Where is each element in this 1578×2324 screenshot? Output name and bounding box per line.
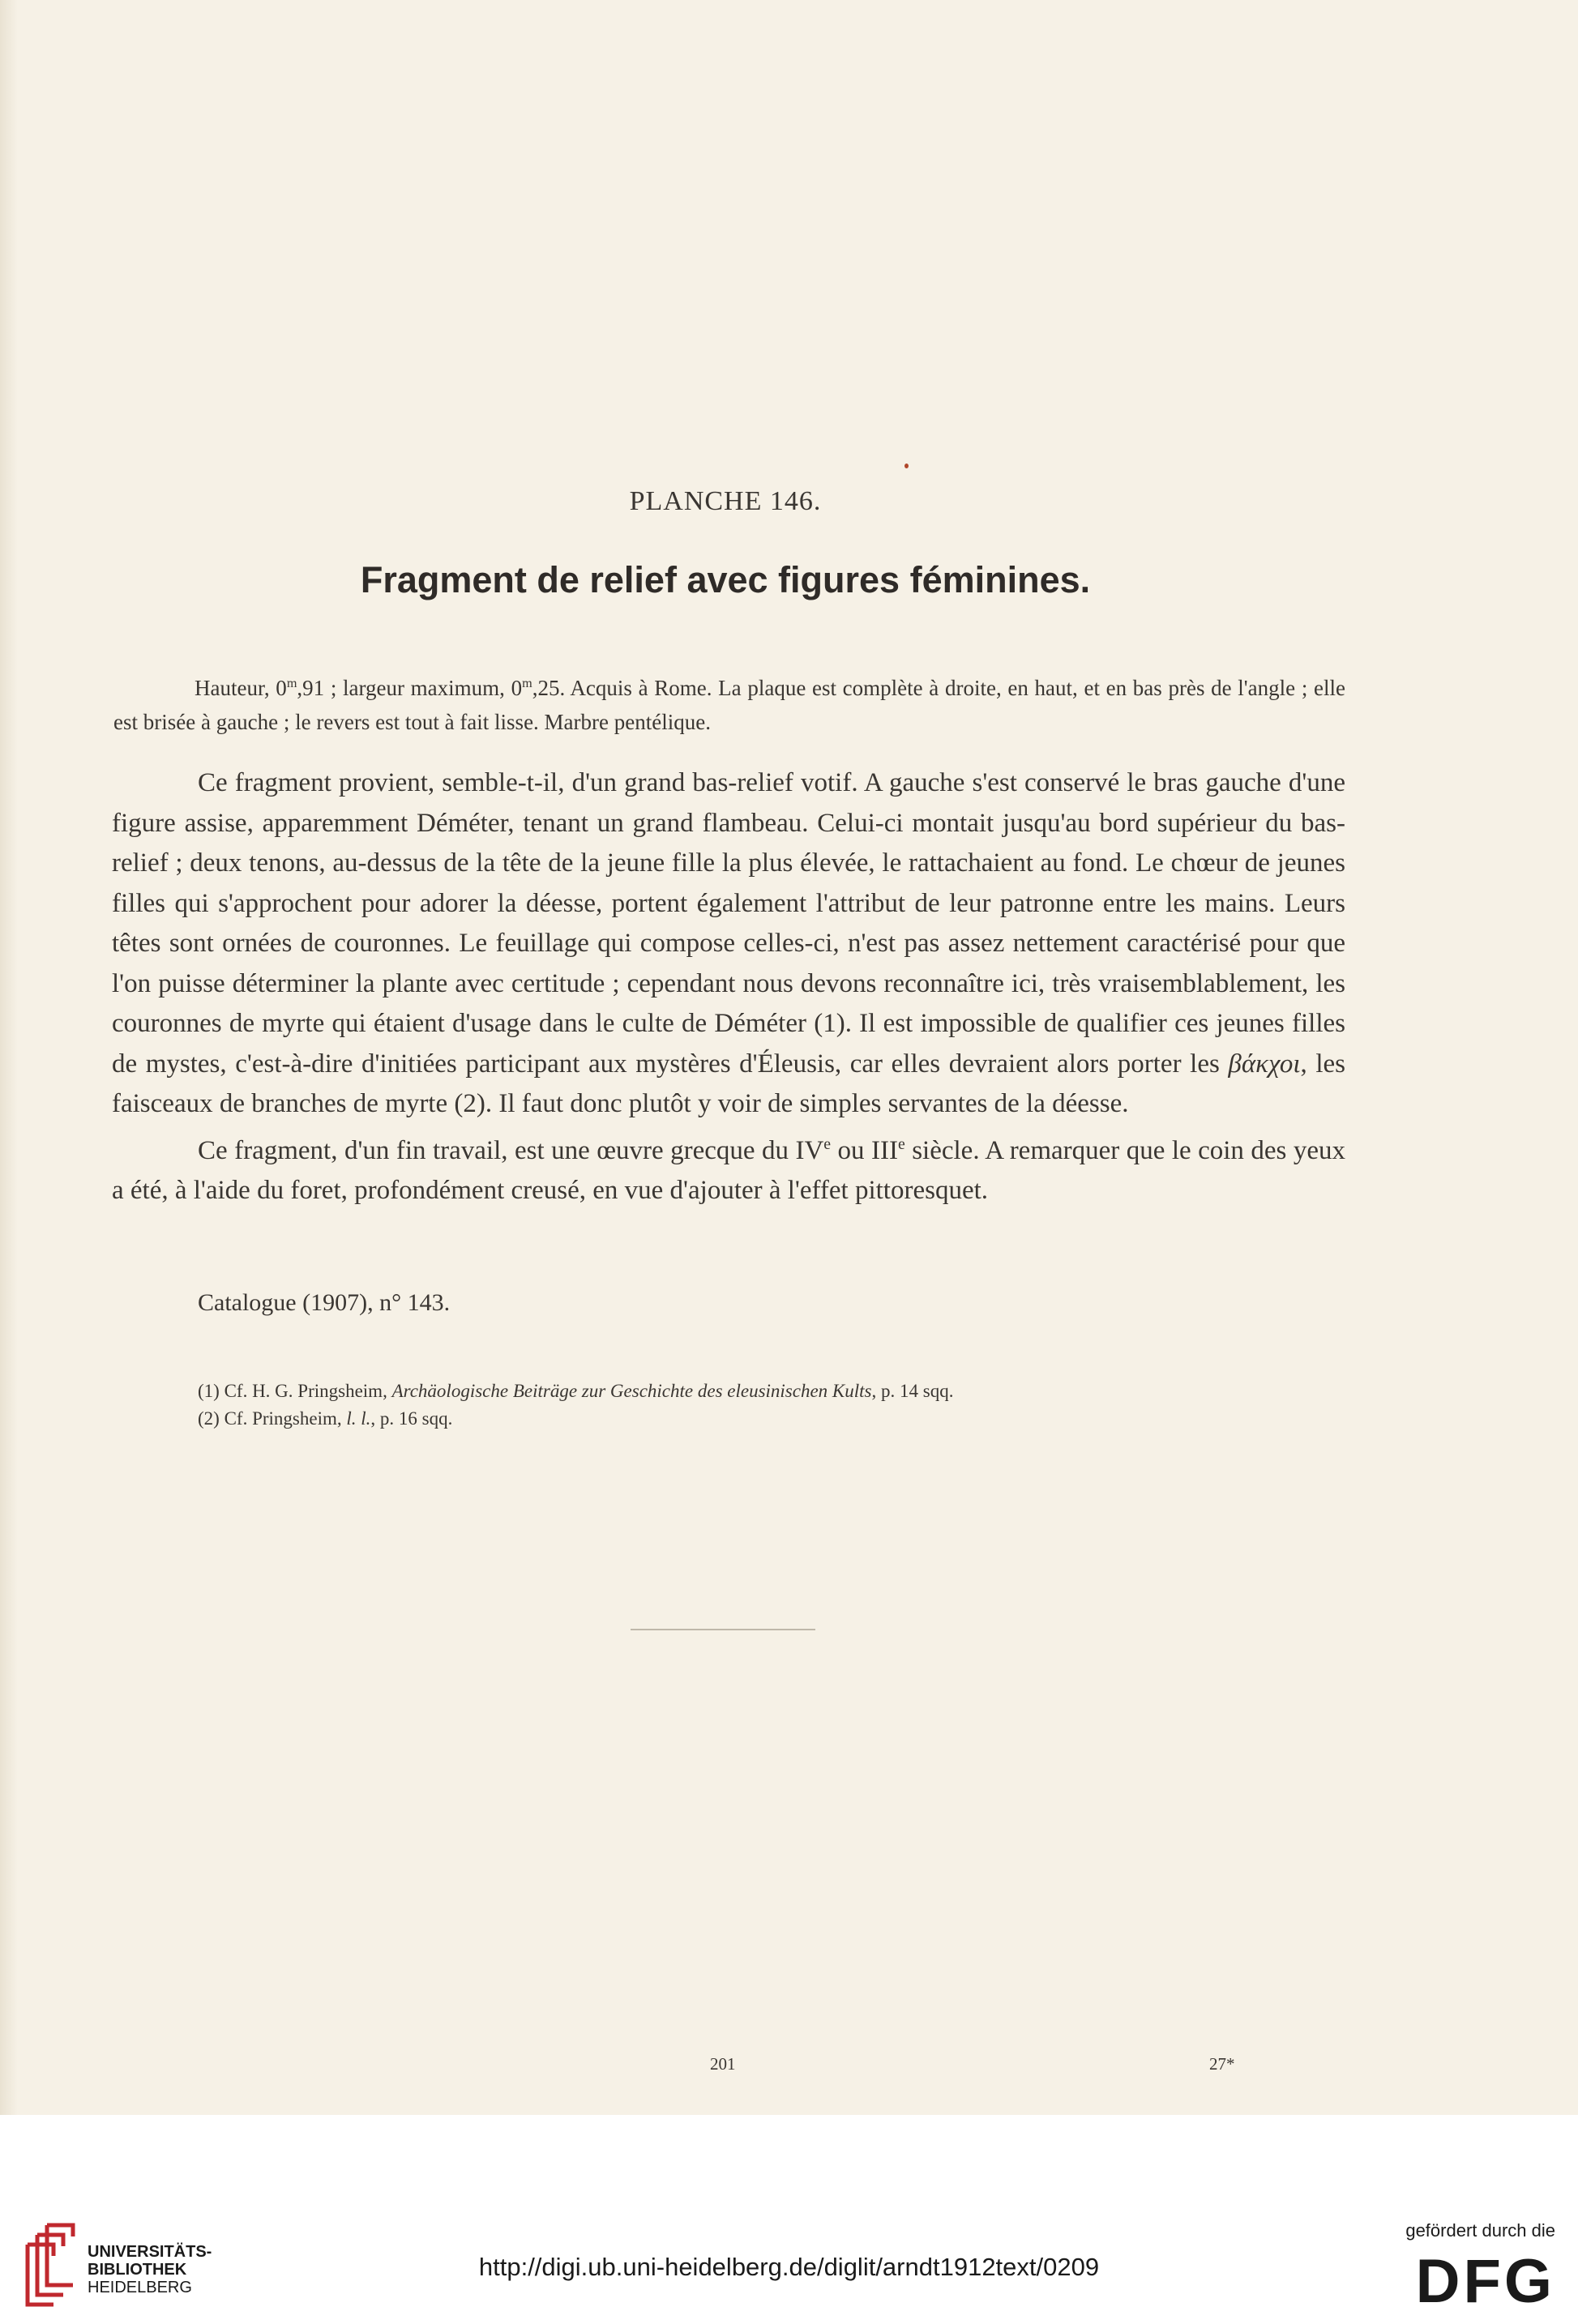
page-edge-shadow [0, 0, 18, 2115]
paragraph-1 [112, 763, 1345, 1125]
dfg-logo: DFG [1415, 2247, 1555, 2316]
dimensions-text: Hauteur, 0 [195, 676, 287, 700]
footnote-2 [198, 1405, 953, 1433]
plate-number: PLANCHE 146. [629, 486, 822, 516]
dimensions-text: ,91 ; largeur maximum, 0 [297, 676, 523, 700]
divider-rule [631, 1629, 815, 1630]
digitization-footer [0, 2115, 1578, 2324]
body-text [112, 763, 1345, 1211]
library-line-2: BIBLIOTHEK [88, 2261, 187, 2279]
century-superscript: e [897, 1134, 905, 1153]
paragraph-1-text-end: , les faisceaux de branches de myrte (2). Il faut donc plutôt y voir de simples servantes de la déesse. [112, 1049, 1345, 1118]
ink-speck [904, 464, 909, 468]
dimensions-text: ,25. Acquis à Rome. La plaque est complète à droite, en haut, et en bas près de l'angle ; elle est brisée à gauche ; le revers est tout à fait lisse. Marbre pentélique. [113, 676, 1345, 734]
library-line-3: HEIDELBERG [88, 2279, 192, 2296]
permalink-url[interactable]: http://digi.ub.uni-heidelberg.de/diglit/arndt1912text/0209 [478, 2253, 1100, 2281]
footnote-2-prefix: (2) Cf. Pringsheim, [198, 1408, 347, 1429]
footnotes [198, 1378, 953, 1433]
footnote-1-title: Archäologische Beiträge zur Geschichte des eleusinischen Kults [391, 1381, 872, 1401]
unit-superscript: m [522, 676, 532, 690]
unit-superscript: m [286, 676, 297, 690]
footnote-2-suffix: , p. 16 sqq. [370, 1408, 453, 1429]
paragraph-2-text: ou III [831, 1135, 898, 1165]
footnote-1-suffix: , p. 14 sqq. [871, 1381, 954, 1401]
page-number: 201 [710, 2054, 736, 2074]
funding-label: gefördert durch die [1405, 2220, 1555, 2241]
dimensions-paragraph [113, 666, 1345, 739]
paragraph-2 [112, 1125, 1345, 1211]
paragraph-1-text: Ce fragment provient, semble-t-il, d'un grand bas-relief votif. A gauche s'est conservé le bras gauche d'une figure assise, apparemment Déméter, tenant un grand flambeau. Celui-ci montait jusqu'au bord supérieur du bas-relief ; deux tenons, au-dessus de la tête de la jeune fille la plus élevée, le rattachaient au fond. Le chœur de jeunes filles qui s'approchent pour adorer la déesse, portent également l'attribut de leur patronne entre les mains. Leurs têtes sont ornées de couronnes. Le feuillage qui compose celles-ci, n'est pas assez nettement caractérisé pour que l'on puisse déterminer la plante avec certitude ; cependant nous devons reconnaître ici, très vraisemblablement, les couronnes de myrte qui étaient d'usage dans le culte de Déméter (1). Il est impossible de qualifier ces jeunes filles de mystes, c'est-à-dire d'initiées participant aux mystères d'Éleusis, car elles devraient alors porter les [112, 768, 1345, 1079]
footnote-1 [198, 1378, 953, 1405]
library-line-1: UNIVERSITÄTS- [88, 2243, 212, 2261]
sheet-signature: 27* [1209, 2054, 1235, 2074]
catalogue-reference: Catalogue (1907), n° 143. [198, 1289, 451, 1316]
page-title: Fragment de relief avec figures féminines. [360, 559, 1091, 600]
paragraph-2-text-end: siècle. A remarquer que le coin des yeux a été, à l'aide du foret, profondément creusé, en vue d'ajouter à l'effet pittoresquet. [112, 1135, 1345, 1205]
century-superscript: e [823, 1134, 832, 1153]
footnote-1-prefix: (1) Cf. H. G. Pringsheim, [198, 1381, 392, 1401]
paragraph-2-text: Ce fragment, d'un fin travail, est une œuvre grecque du IV [198, 1135, 824, 1165]
greek-word: βάκχοι [1228, 1049, 1301, 1079]
footnote-2-ref: l. l. [346, 1408, 371, 1429]
